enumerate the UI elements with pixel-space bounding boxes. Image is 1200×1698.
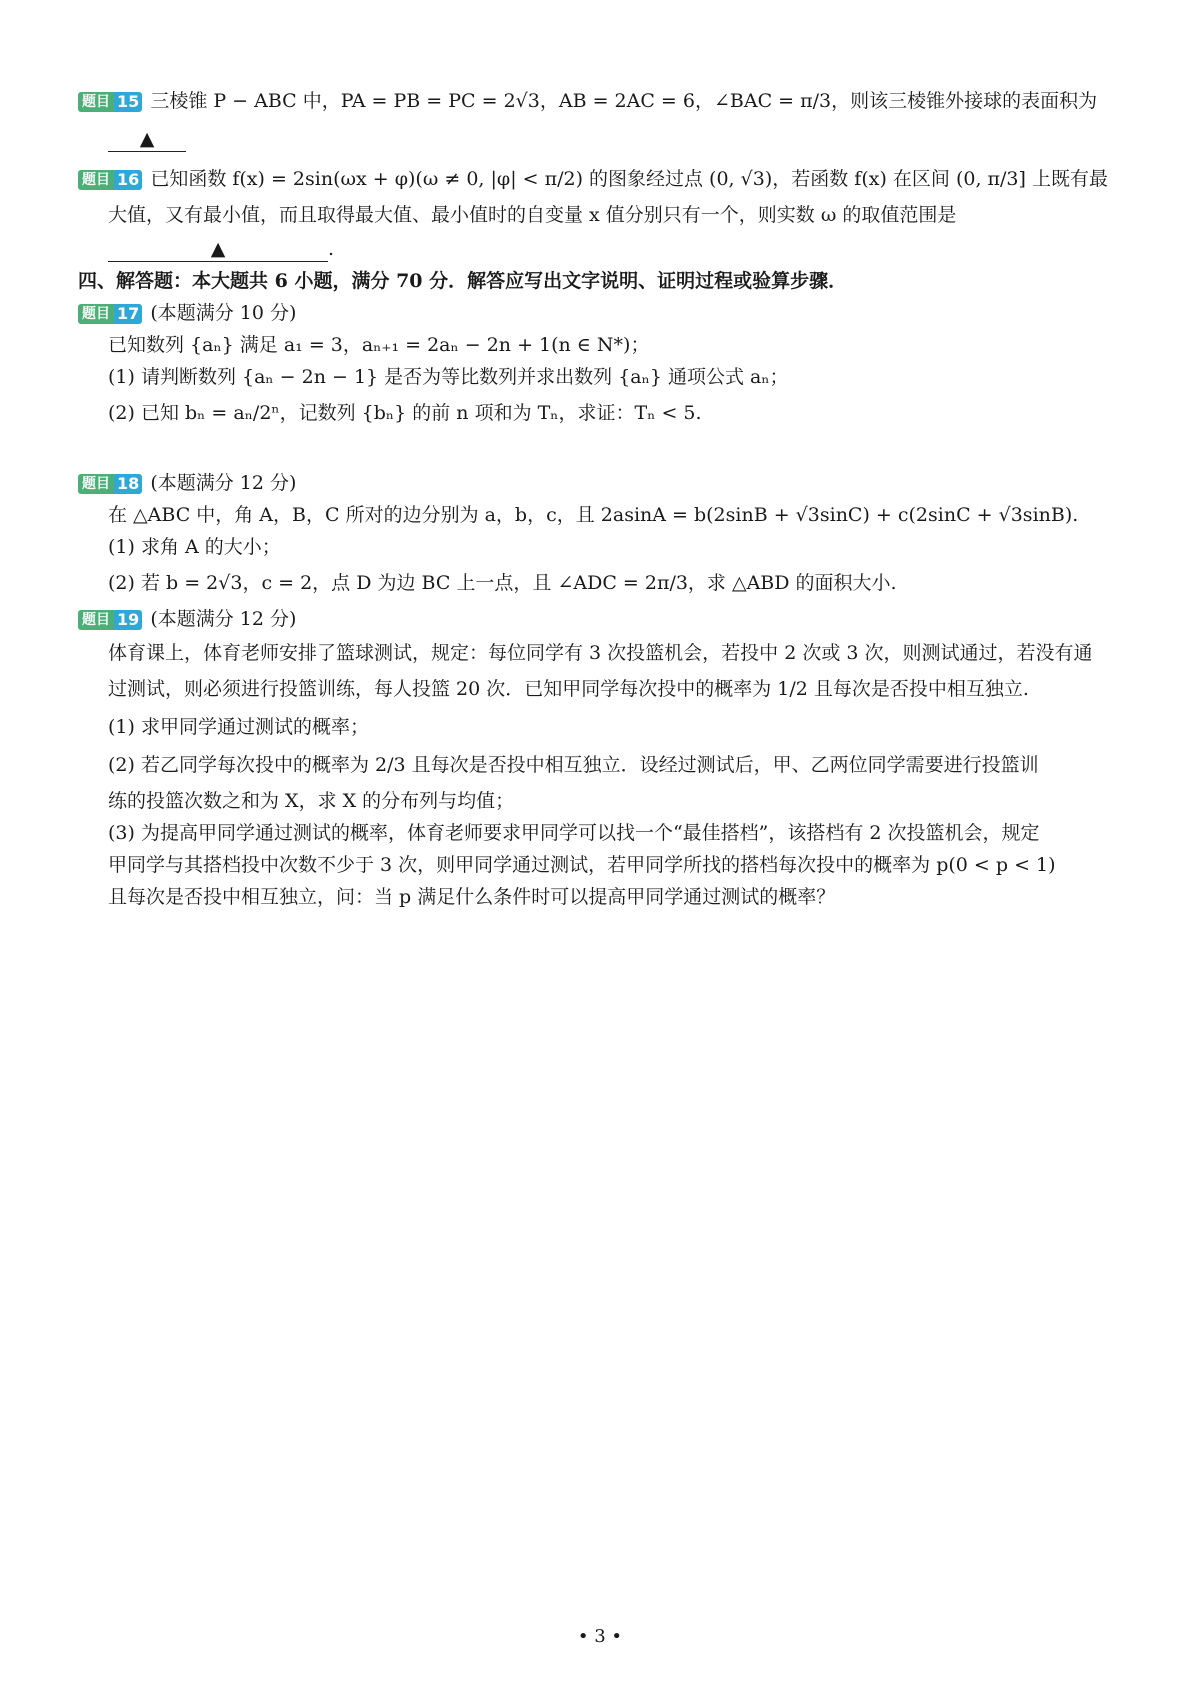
problem-15-answer-blank <box>108 126 186 152</box>
problem-19-line-3: (1) 求甲同学通过测试的概率； <box>108 716 369 738</box>
problem-15-text: 三棱锥 P − ABC 中，PA = PB = PC = 2√3，AB = 2AC = 6，∠BAC = π/3，则该三棱锥外接球的表面积为 <box>150 90 1098 112</box>
problem-17-line-3: (2) 已知 bₙ = aₙ/2ⁿ，记数列 {bₙ} 的前 n 项和为 Tₙ，求证：Tₙ < 5. <box>108 402 702 424</box>
problem-19-line-2: 过测试，则必须进行投篮训练，每人投篮 20 次．已知甲同学每次投中的概率为 1/2 且每次是否投中相互独立. <box>108 678 1029 700</box>
problem-19-line-6: (3) 为提高甲同学通过测试的概率，体育老师要求甲同学可以找一个“最佳搭档”，该搭档有 2 次投篮机会，规定 <box>108 822 1040 844</box>
problem-19-tag: 题目 19 <box>78 610 142 630</box>
problem-17-line-2: (1) 请判断数列 {aₙ − 2n − 1} 是否为等比数列并求出数列 {aₙ} 通项公式 aₙ； <box>108 366 789 388</box>
problem-16-line-1 <box>78 166 1108 192</box>
problem-16-text-1: 已知函数 f(x) = 2sin(ωx + φ)(ω ≠ 0, |φ| < π/2) 的图象经过点 (0, √3)，若函数 f(x) 在区间 (0, π/3] 上既有最 <box>150 168 1108 190</box>
problem-19-line-1: 体育课上，体育老师安排了篮球测试，规定：每位同学有 3 次投篮机会，若投中 2 次或 3 次，则测试通过，若没有通 <box>108 642 1093 664</box>
problem-16-line-2 <box>108 202 956 228</box>
problem-18-tag: 题目 18 <box>78 474 142 494</box>
blank-marker: ▲ <box>108 129 186 152</box>
problem-19-header <box>78 606 296 632</box>
problem-18-header <box>78 470 296 496</box>
section-heading: 四、解答题：本大题共 6 小题，满分 70 分．解答应写出文字说明、证明过程或验算步骤． <box>78 270 848 292</box>
problem-15-tag: 题目 15 <box>78 92 142 112</box>
problem-19-line-4: (2) 若乙同学每次投中的概率为 2/3 且每次是否投中相互独立．设经过测试后，甲、乙两位同学需要进行投篮训 <box>108 754 1039 776</box>
problem-15-line-1 <box>78 88 1097 114</box>
problem-17-tag: 题目 17 <box>78 304 142 324</box>
problem-18-score: (本题满分 12 分) <box>150 472 297 494</box>
problem-16-text-2: 大值，又有最小值，而且取得最大值、最小值时的自变量 x 值分别只有一个，则实数 ω 的取值范围是 <box>108 204 957 226</box>
problem-18-line-3: (2) 若 b = 2√3，c = 2，点 D 为边 BC 上一点，且 ∠ADC = 2π/3，求 △ABD 的面积大小. <box>108 572 897 594</box>
problem-17-line-1: 已知数列 {aₙ} 满足 a₁ = 3，aₙ₊₁ = 2aₙ − 2n + 1(n ∈ N*)； <box>108 334 650 356</box>
problem-19-line-5: 练的投篮次数之和为 X，求 X 的分布列与均值； <box>108 790 515 812</box>
problem-18-line-2: (1) 求角 A 的大小； <box>108 536 281 558</box>
problem-16-tag: 题目 16 <box>78 170 142 190</box>
problem-19-score: (本题满分 12 分) <box>150 608 297 630</box>
problem-17-score: (本题满分 10 分) <box>150 302 297 324</box>
problem-19-line-7: 甲同学与其搭档投中次数不少于 3 次，则甲同学通过测试，若甲同学所找的搭档每次投中的概率为 p(0 < p < 1) <box>108 854 1056 876</box>
problem-19-line-8: 且每次是否投中相互独立，问：当 p 满足什么条件时可以提高甲同学通过测试的概率？ <box>108 886 836 908</box>
blank-marker: ▲ <box>108 239 328 262</box>
problem-17-header <box>78 300 296 326</box>
problem-16-answer-blank: ▲ . <box>108 236 334 262</box>
page-number: • 3 • <box>577 1626 623 1647</box>
problem-18-line-1: 在 △ABC 中，角 A，B，C 所对的边分别为 a，b，c，且 2asinA = b(2sinB + √3sinC) + c(2sinC + √3sinB). <box>108 504 1079 526</box>
